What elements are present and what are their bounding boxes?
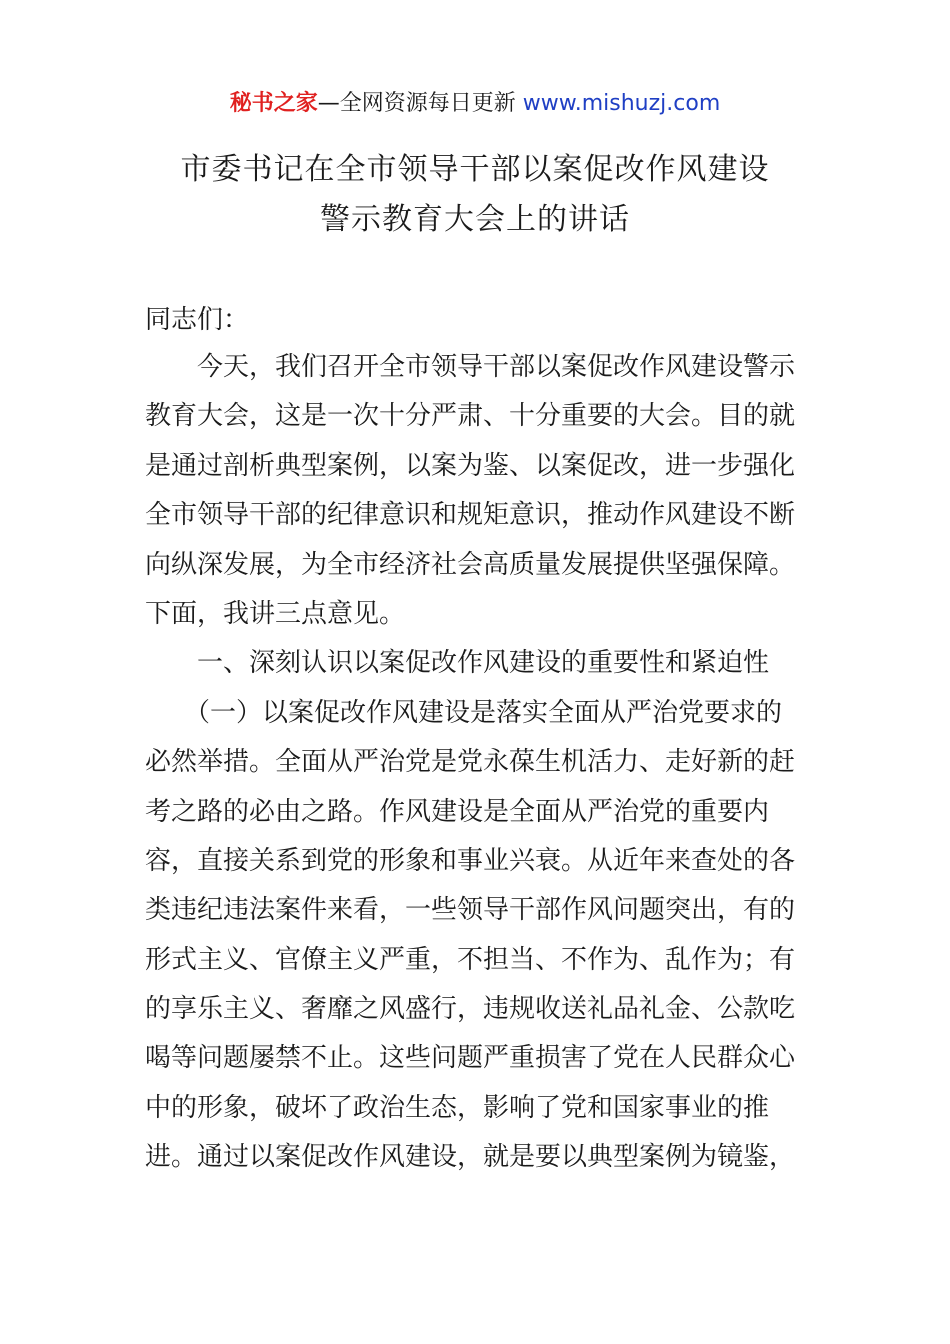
brand-name: 秘书之家 [229, 91, 318, 116]
site-url-link[interactable]: www.mishuzj.com [522, 91, 721, 116]
body-line: （一）以案促改作风建设是落实全面从严治党要求的 [145, 697, 783, 728]
salutation-text: 同志们： [145, 305, 250, 335]
body-line: 形式主义、官僚主义严重，不担当、不作为、乱作为；有 [145, 944, 796, 975]
body-line: 考之路的必由之路。作风建设是全面从严治党的重要内 [145, 796, 770, 827]
body-line: 教育大会，这是一次十分严肃、十分重要的大会。目的就 [145, 401, 796, 432]
body-line: 类违纪违法案件来看，一些领导干部作风问题突出，有的 [145, 895, 796, 926]
site-header [0, 88, 950, 120]
body-line: 喝等问题屡禁不止。这些问题严重损害了党在人民群众心 [145, 1043, 796, 1074]
document-body [145, 343, 810, 1183]
body-line: 必然举措。全面从严治党是党永葆生机活力、走好新的赶 [145, 747, 796, 778]
body-line: 的享乐主义、奢靡之风盛行，违规收送礼品礼金、公款吃 [145, 994, 796, 1025]
document-title-line-1: 市委书记在全市领导干部以案促改作风建设 [180, 152, 770, 187]
header-tagline: —全网资源每日更新 [317, 91, 523, 116]
section-heading: 一、深刻认识以案促改作风建设的重要性和紧迫性 [145, 648, 770, 679]
body-line: 今天，我们召开全市领导干部以案促改作风建设警示 [145, 352, 796, 382]
body-line: 下面，我讲三点意见。 [145, 598, 406, 629]
document-title-line-2: 警示教育大会上的讲话 [320, 202, 630, 237]
salutation [145, 296, 810, 345]
body-line: 进。通过以案促改作风建设，就是要以典型案例为镜鉴， [145, 1142, 796, 1173]
body-line: 是通过剖析典型案例，以案为鉴、以案促改，进一步强化 [145, 450, 796, 481]
body-line: 向纵深发展，为全市经济社会高质量发展提供坚强保障。 [145, 549, 796, 580]
body-line: 全市领导干部的纪律意识和规矩意识，推动作风建设不断 [145, 500, 796, 531]
body-line: 容，直接关系到党的形象和事业兴衰。从近年来查处的各 [145, 845, 796, 876]
body-line: 中的形象，破坏了政治生态，影响了党和国家事业的推 [145, 1092, 770, 1123]
